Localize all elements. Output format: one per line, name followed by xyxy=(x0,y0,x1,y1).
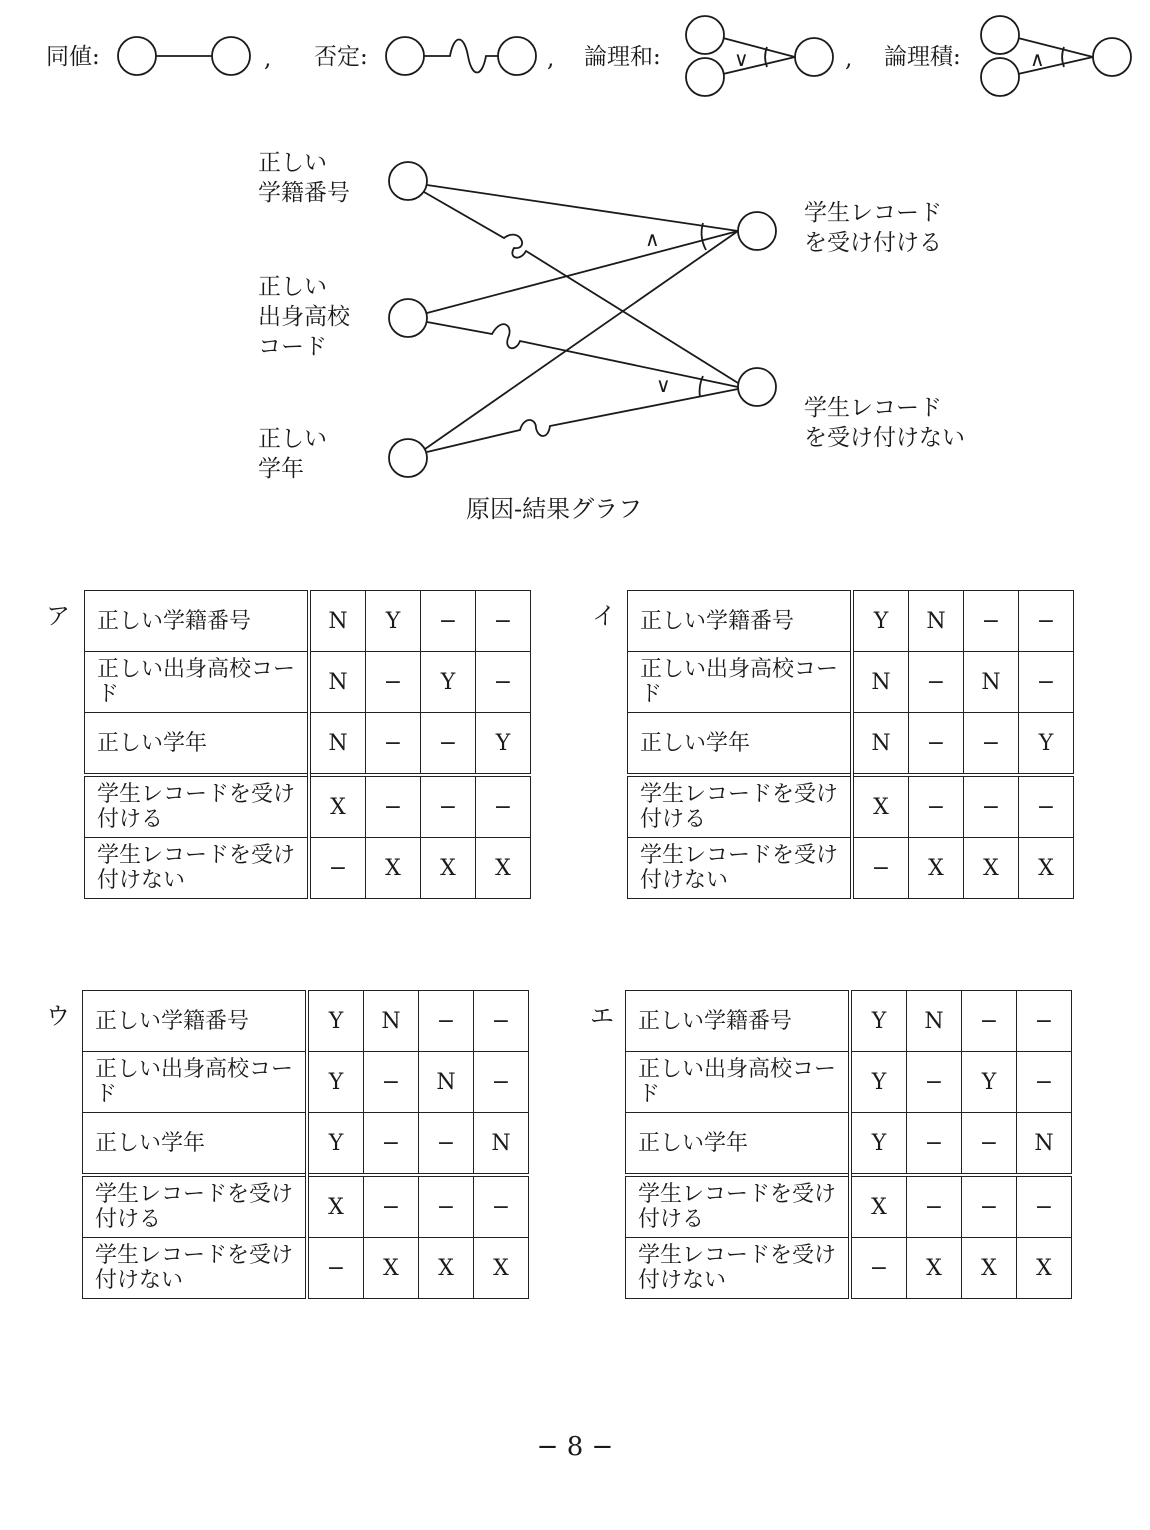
option-label-i: イ xyxy=(592,602,616,630)
cause-node-student-id xyxy=(389,162,427,200)
decision-table-u xyxy=(82,990,529,1299)
or-symbol: ∨ xyxy=(656,373,671,397)
legend-node xyxy=(118,37,156,75)
legend-node xyxy=(386,37,424,75)
edge-school-code-to-accept xyxy=(427,231,738,313)
cause-node-school-code xyxy=(389,299,427,337)
cause-label-grade: 正しい 学年 xyxy=(258,426,327,482)
table-row: 学生レコードを受け付けない − X X X xyxy=(628,838,1074,899)
table-row: 正しい学年 Y − − N xyxy=(626,1113,1072,1176)
notation-legend xyxy=(0,0,1150,110)
effect-label-reject: 学生レコード を受け付けない xyxy=(804,395,965,451)
table-row: 正しい学年 N − − Y xyxy=(85,713,531,776)
legend-or: 論理和: xyxy=(584,44,661,70)
legend-node xyxy=(686,16,724,54)
table-row: 正しい学籍番号 N Y − − xyxy=(85,591,531,652)
decision-table-a xyxy=(84,590,531,899)
page-number: − 8 − xyxy=(536,1432,614,1462)
table-row: 正しい出身高校コード N − Y − xyxy=(85,652,531,713)
legend-node xyxy=(981,58,1019,96)
legend-comma: , xyxy=(264,46,272,72)
table-row: 正しい学籍番号 Y N − − xyxy=(628,591,1074,652)
legend-node xyxy=(686,58,724,96)
graph-caption: 原因‐結果グラフ xyxy=(466,495,643,523)
table-row: 学生レコードを受け付ける X − − − xyxy=(83,1175,529,1238)
edge-grade-to-accept xyxy=(425,231,738,449)
legend-negation: 否定: xyxy=(314,44,368,70)
legend-node xyxy=(212,37,250,75)
cause-node-grade xyxy=(389,439,427,477)
table-row: 学生レコードを受け付ける X − − − xyxy=(628,775,1074,838)
decision-table-i xyxy=(627,590,1074,899)
cause-label-school-code: 正しい 出身高校 コード xyxy=(258,274,350,360)
legend-or-symbol: ∨ xyxy=(734,47,749,71)
table-row: 正しい学籍番号 Y N − − xyxy=(83,991,529,1052)
legend-comma: , xyxy=(547,46,555,72)
decision-table-e xyxy=(625,990,1072,1299)
and-symbol: ∧ xyxy=(645,227,660,251)
negated-edge-grade-to-reject xyxy=(427,389,738,452)
cause-label-student-id: 正しい 学籍番号 xyxy=(258,150,350,206)
table-row: 学生レコードを受け付けない − X X X xyxy=(626,1238,1072,1299)
effect-node-reject xyxy=(738,368,776,406)
table-row: 正しい出身高校コード Y − N − xyxy=(83,1052,529,1113)
effect-label-accept: 学生レコード を受け付ける xyxy=(804,200,942,256)
option-label-a: ア xyxy=(46,602,70,630)
table-row: 正しい学年 Y − − N xyxy=(83,1113,529,1176)
legend-node xyxy=(1093,38,1131,76)
legend-and-symbol: ∧ xyxy=(1030,47,1045,71)
legend-node xyxy=(498,37,536,75)
table-row: 正しい学籍番号 Y N − − xyxy=(626,991,1072,1052)
negation-line xyxy=(424,40,498,73)
legend-node xyxy=(795,38,833,76)
table-row: 学生レコードを受け付ける X − − − xyxy=(626,1175,1072,1238)
option-label-u: ウ xyxy=(46,1002,70,1030)
table-row: 正しい出身高校コード Y − Y − xyxy=(626,1052,1072,1113)
option-label-e: エ xyxy=(590,1002,614,1030)
legend-node xyxy=(981,16,1019,54)
table-row: 学生レコードを受け付ける X − − − xyxy=(85,775,531,838)
table-row: 学生レコードを受け付けない − X X X xyxy=(83,1238,529,1299)
legend-equivalence: 同値: xyxy=(46,44,100,70)
legend-comma: , xyxy=(845,46,853,72)
table-row: 正しい出身高校コード N − N − xyxy=(628,652,1074,713)
table-row: 正しい学年 N − − Y xyxy=(628,713,1074,776)
effect-node-accept xyxy=(738,212,776,250)
cause-effect-graph xyxy=(0,130,1150,550)
edge-student-id-to-accept xyxy=(427,185,738,231)
table-row: 学生レコードを受け付けない − X X X xyxy=(85,838,531,899)
legend-and: 論理積: xyxy=(884,44,961,70)
